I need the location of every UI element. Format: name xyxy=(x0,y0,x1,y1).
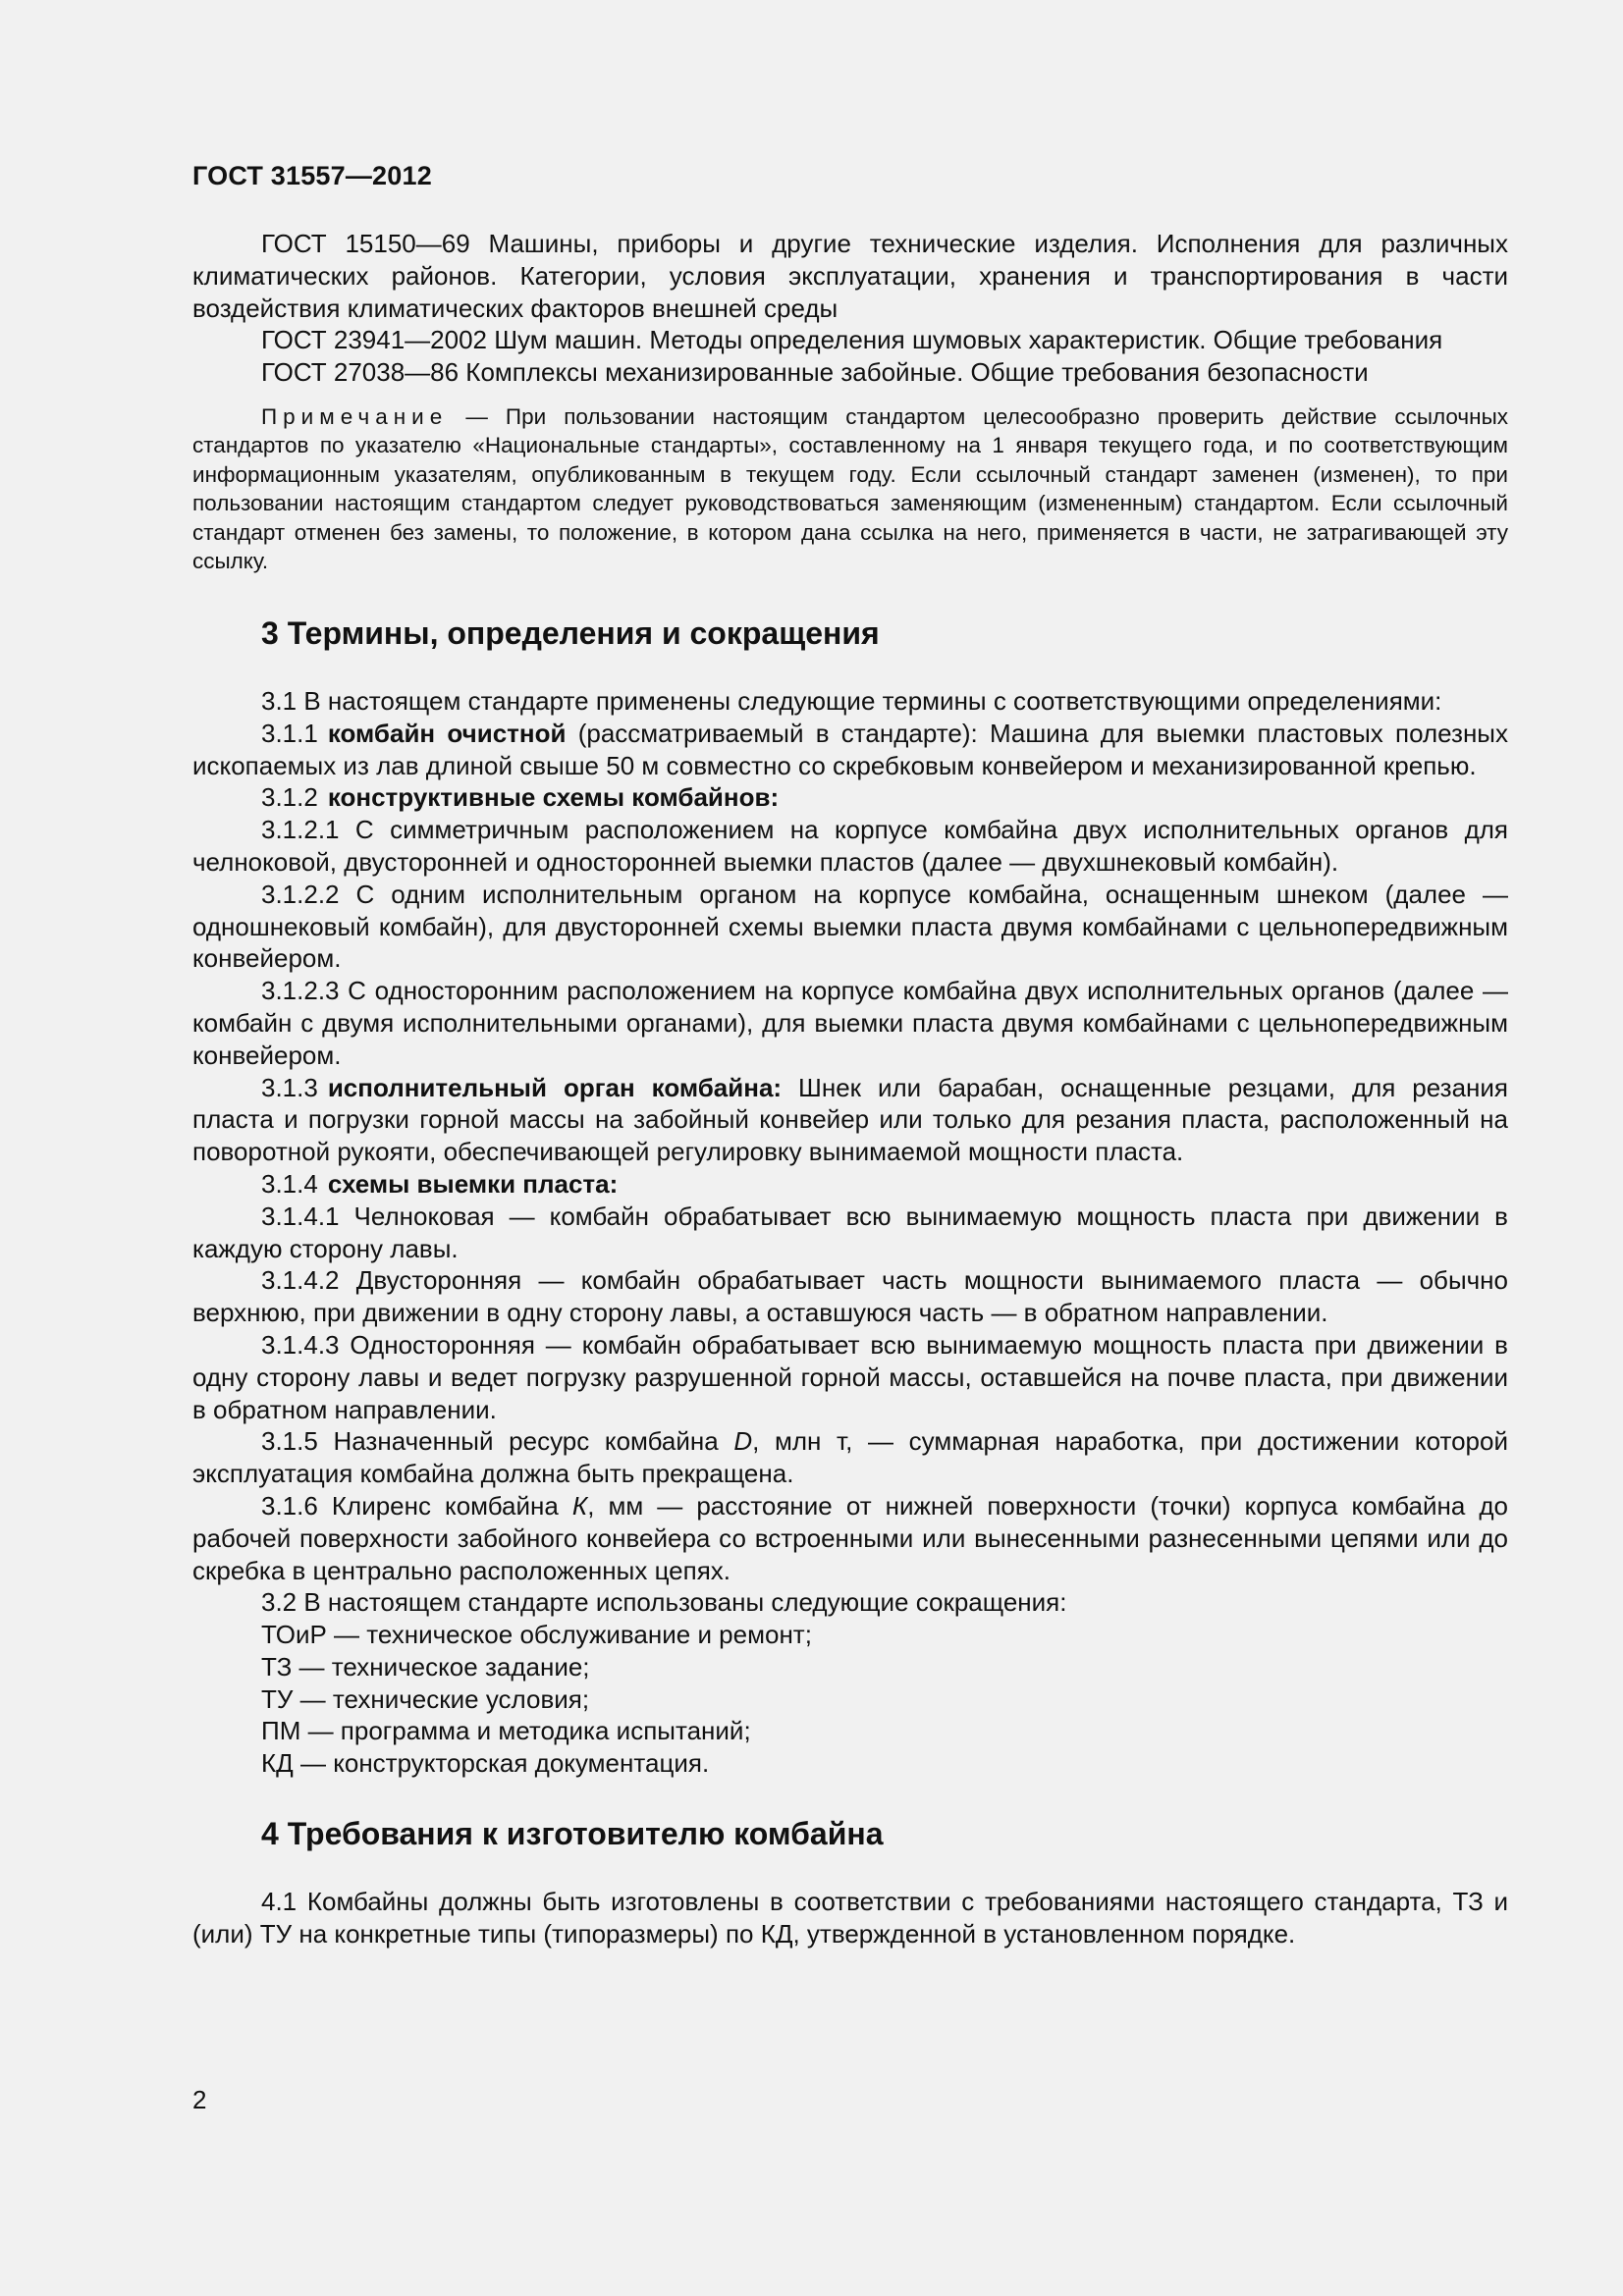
paragraph-3-1-4-2: 3.1.4.2 Двусторонняя — комбайн обрабатывает часть мощности вынимаемого пласта — обычно верхнюю, при движении в одну сторону лавы, а оставшуюся часть — в обратном направлении. xyxy=(192,1265,1508,1328)
paragraph-3-1-4: 3.1.4 схемы выемки пласта: xyxy=(261,1168,619,1199)
term: исполнительный орган комбайна: xyxy=(327,1072,783,1102)
abbreviation-item: ТОиР — техническое обслуживание и ремонт; xyxy=(261,1620,812,1650)
paragraph-3-1-2: 3.1.2 конструктивные схемы комбайнов: xyxy=(261,782,780,813)
paragraph-4-1: 4.1 Комбайны должны быть изготовлены в соответствии с требованиями настоящего стандарта, ТЗ и (или) ТУ на конкретные типы (типоразмеры) по КД, утвержденной в установленном порядке. xyxy=(192,1887,1508,1949)
reference-item: ГОСТ 15150—69 Машины, приборы и другие технические изделия. Исполнения для различных климатических районов. Категории, условия эксплуатации, хранения и транспортирования в части воздействия климатических факторов внешней среды xyxy=(192,229,1508,323)
term: схемы выемки пласта: xyxy=(327,1168,619,1199)
reference-item: ГОСТ 23941—2002 Шум машин. Методы определения шумовых характеристик. Общие требования xyxy=(261,325,1443,355)
paragraph-3-2: 3.2 В настоящем стандарте использованы следующие сокращения: xyxy=(261,1587,1067,1618)
term: комбайн очистной xyxy=(327,718,567,748)
paragraph-3-1-3: 3.1.3 исполнительный орган комбайна: Шнек или барабан, оснащенные резцами, для резания пласта и погрузки горной массы на забойный конвейер или только для резания пласта, расположенный на поворотной рукояти, обеспечивающей регулировку вынимаемой мощности пласта. xyxy=(192,1072,1508,1167)
document-code-header: ГОСТ 31557—2012 xyxy=(192,161,432,190)
reference-item: ГОСТ 27038—86 Комплексы механизированные забойные. Общие требования безопасности xyxy=(261,357,1369,388)
variable: D xyxy=(733,1426,753,1457)
paragraph-3-1-6: 3.1.6 Клиренс комбайна К, мм — расстояние от нижней поверхности (точки) корпуса комбайна до рабочей поверхности забойного конвейера со встроенными или вынесенными разнесенными цепями или до скребка в центрально расположенных цепях. xyxy=(192,1490,1508,1585)
document-body xyxy=(192,228,1508,1950)
page-number: 2 xyxy=(192,2085,207,2114)
note-paragraph xyxy=(192,402,1508,576)
paragraph-3-1: 3.1 В настоящем стандарте применены следующие термины с соответствующими определениями: xyxy=(261,685,1442,716)
abbreviation-item: ТУ — технические условия; xyxy=(261,1683,590,1714)
term: конструктивные схемы комбайнов: xyxy=(327,782,780,813)
section-4-heading: 4 Требования к изготовителю комбайна xyxy=(261,1816,884,1852)
paragraph-3-1-1: 3.1.1 комбайн очистной (рассматриваемый в стандарте): Машина для выемки пластовых полезных ископаемых из лав длиной свыше 50 м совместно со скребковым конвейером и механизированной крепью. xyxy=(192,718,1508,780)
abbreviation-item: КД — конструкторская документация. xyxy=(261,1748,710,1779)
paragraph-3-1-4-1: 3.1.4.1 Челноковая — комбайн обрабатывает всю вынимаемую мощность пласта при движении в каждую сторону лавы. xyxy=(192,1201,1508,1263)
paragraph-3-1-2-3: 3.1.2.3 С односторонним расположением на корпусе комбайна двух исполнительных органов (далее — комбайн с двумя исполнительными органами), для выемки пласта двумя комбайнами с цельнопередвижным конвейером. xyxy=(192,976,1508,1070)
section-3-heading: 3 Термины, определения и сокращения xyxy=(261,614,880,651)
paragraph-3-1-4-3: 3.1.4.3 Односторонняя — комбайн обрабатывает всю вынимаемую мощность пласта при движении в одну сторону лавы и ведет погрузку разрушенной горной массы, оставшейся на почве пласта, при движении в обратном направлении. xyxy=(192,1329,1508,1424)
note-text: — При пользовании настоящим стандартом целесообразно проверить действие ссылочных стандартов по указателю «Национальные стандарты», составленному на 1 января текущего года, и по соответствующим информационным указателям, опубликованным в текущем году. Если ссылочный стандарт заменен (изменен), то при пользовании настоящим стандартом следует руководствоваться заменяющим (измененным) стандартом. Если ссылочный стандарт отменен без замены, то положение, в котором дана ссылка на него, применяется в части, не затрагивающей эту ссылку. xyxy=(192,403,1508,574)
abbreviation-item: ТЗ — техническое задание; xyxy=(261,1651,590,1682)
paragraph-3-1-2-2: 3.1.2.2 С одним исполнительным органом на корпусе комбайна, оснащенным шнеком (далее — одношнековый комбайн), для двусторонней схемы выемки пласта двумя комбайнами с цельнопередвижным конвейером. xyxy=(192,879,1508,974)
variable: К xyxy=(571,1490,588,1521)
note-label: Примечание xyxy=(261,403,449,429)
abbreviation-item: ПМ — программа и методика испытаний; xyxy=(261,1716,751,1746)
paragraph-3-1-5: 3.1.5 Назначенный ресурс комбайна D, млн т, — суммарная наработка, при достижении которой эксплуатация комбайна должна быть прекращена. xyxy=(192,1426,1508,1489)
paragraph-3-1-2-1: 3.1.2.1 С симметричным расположением на корпусе комбайна двух исполнительных органов для челноковой, двусторонней и односторонней выемки пластов (далее — двухшнековый комбайн). xyxy=(192,815,1508,877)
